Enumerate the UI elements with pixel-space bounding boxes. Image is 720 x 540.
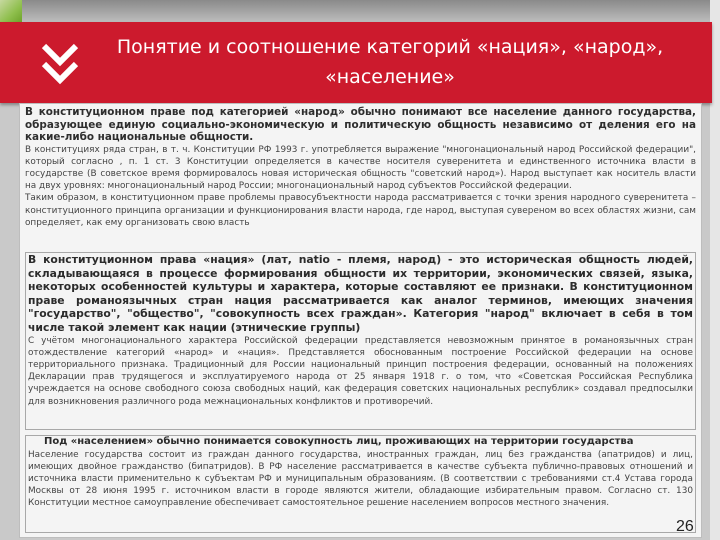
people-section [25, 106, 696, 249]
people-constitution-text: В конституциях ряда стран, в т. ч. Конституции РФ 1993 г. употребляется выражение "многонациональный народ Российской федерации", который согласно , п. 1 ст. 3 Конституции определяется в качестве носителя суверенитета и единственного источника власти в государстве (В советское время формировалось новая историческая общность "советский народ»). Народ выступает как носитель власти на двух уровнях: многонациональный народ России; многонациональный народ субъектов Российской федерации. [25, 144, 696, 192]
corner-decoration [0, 0, 22, 22]
population-section [25, 435, 696, 533]
top-background [0, 0, 720, 22]
nation-federation-text: С учётом многонационального характера Российской федерации представляется невозможным принятое в романоязычных стран отождествление категорий «народ» и «нация». Представляется обоснованным построение Российской федерации на основе территориального признака. Традиционный для России национальный принцип построения федерации, основанный на положениях Декларации прав трудящегося и эксплуатируемого народа от 25 января 1918 г. о том, что «Советская Российская Республика учреждается на основе свободного союза свободных наций, как федерация советских национальных республик» создавал предпосылки для возникновения различного рода межнациональных конфликтов и противоречий. [28, 335, 693, 407]
people-definition: В конституционном праве под категорией «народ» обычно понимают все население данного государства, образующее единую социально-экономическую и политическую общность независимо от деления его на какие-либо национальные общности. [25, 106, 696, 143]
slide-title: Понятие и соотношение категорий «нация», «народ», «население» [116, 36, 664, 88]
people-sovereignty-text: Таким образом, в конституционном праве проблемы правосубъектности народа рассматривается с точки зрения народного суверенитета – конституционного принципа организации и функционирования власти народа, где народ, выступая сувереном во всех областях жизни, сам определяет, как ему организовать свою власть [25, 193, 696, 228]
population-definition: Под «населением» обычно понимается совокупность лиц, проживающих на территории государства [44, 436, 634, 447]
page-number: 26 [676, 518, 694, 535]
nation-definition: В конституционном права «нация» (лат, natio - племя, народ) - это историческая общность людей, складывающаяся в процессе формирования общности их территории, экономических связей, языка, некоторых особенностей культуры и характера, которые составляют ее признаки. В конституционном праве романоязычных стран нация рассматривается как аналог терминов, имеющих значения "государство", "общество", "совокупность всех граждан». Категория "народ" включает в себя в том числе такой элемент как нации (этнические группы) [28, 253, 693, 334]
content-panel [19, 103, 702, 538]
nation-section [25, 252, 696, 430]
population-composition-text: Население государства состоит из граждан данного государства, иностранных граждан, лиц без гражданства (апатридов) и лиц, имеющих двойное гражданство (бипатридов). В РФ население рассматривается в качестве субъекта публично-правовых отношений и источника власти применительно к субъектам РФ и муниципальным образованиям. (В соответствии с требованиями ст.4 Устава города Москвы от 28 июня 1995 г. источником власти в городе являются жители, обладающие избирательным правом. Согласно ст. 130 Конституции местное самоуправление обеспечивает самостоятельное решение населением вопросов местного значения. [28, 449, 693, 509]
double-chevron-down-icon [38, 38, 82, 94]
title-banner [0, 22, 712, 103]
